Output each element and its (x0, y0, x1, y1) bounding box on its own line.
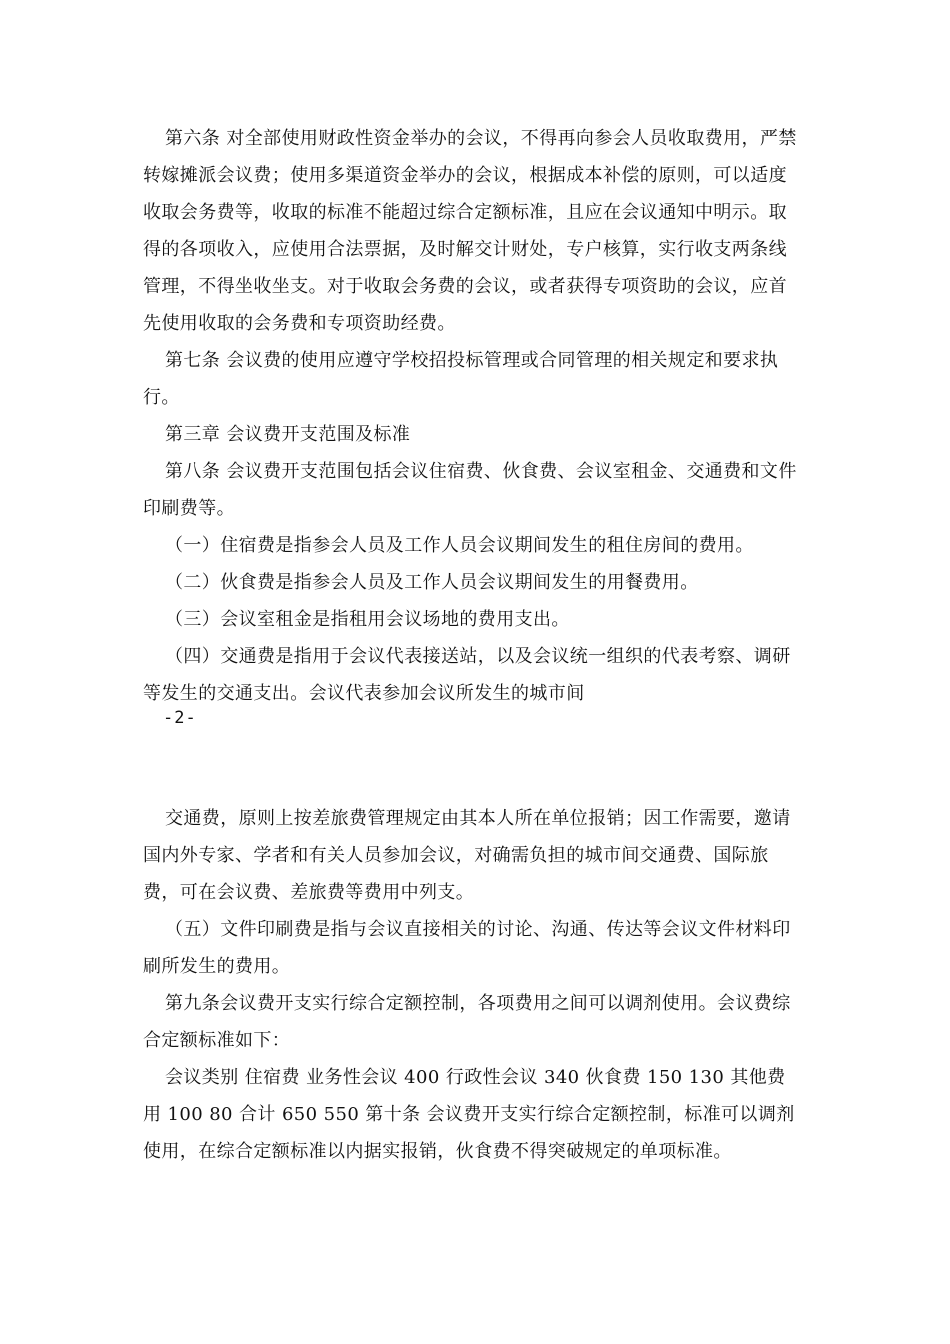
article-9-paragraph: 第九条会议费开支实行综合定额控制，各项费用之间可以调剂使用。会议费综合定额标准如下： (143, 993, 791, 1051)
article-8-paragraph: 第八条 会议费开支范围包括会议住宿费、伙食费、会议室租金、交通费和文件印刷费等。 (143, 461, 797, 519)
page-number: -2- (163, 708, 197, 728)
item-2-paragraph: （二）伙食费是指参会人员及工作人员会议期间发生的用餐费用。 (165, 572, 699, 593)
article-6-paragraph: 第六条 对全部使用财政性资金举办的会议，不得再向参会人员收取费用，严禁转嫁摊派会议费；使用多渠道资金举办的会议，根据成本补偿的原则，可以适度收取会务费等，收取的标准不能超过综合定额标准，且应在会议通知中明示。取得的各项收入，应使用合法票据，及时解交计财处，专户核算，实行收支两条线管理，不得坐收坐支。对于收取会务费的会议，或者获得专项资助的会议，应首先使用收取的会务费和专项资助经费。 (143, 128, 797, 334)
item-1-paragraph: （一）住宿费是指参会人员及工作人员会议期间发生的租住房间的费用。 (165, 535, 754, 556)
article-7-paragraph: 第七条 会议费的使用应遵守学校招投标管理或合同管理的相关规定和要求执行。 (143, 350, 779, 408)
item-4-paragraph: （四）交通费是指用于会议代表接送站，以及会议统一组织的代表考察、调研等发生的交通支出。会议代表参加会议所发生的城市间 (143, 646, 791, 704)
item-3-paragraph: （三）会议室租金是指租用会议场地的费用支出。 (165, 609, 570, 630)
item-5-paragraph: （五）文件印刷费是指与会议直接相关的讨论、沟通、传达等会议文件材料印刷所发生的费用。 (143, 919, 791, 977)
fee-standards-paragraph: 会议类别 住宿费 业务性会议 400 行政性会议 340 伙食费 150 130 其他费用 100 80 合计 650 550 第十条 会议费开支实行综合定额控制，标准可以调剂使用，在综合定额标准以内据实报销，伙食费不得突破规定的单项标准。 (143, 1067, 795, 1162)
travel-expense-paragraph: 交通费，原则上按差旅费管理规定由其本人所在单位报销；因工作需要，邀请国内外专家、学者和有关人员参加会议，对确需负担的城市间交通费、国际旅费，可在会议费、差旅费等费用中列支。 (143, 808, 791, 903)
chapter-3-heading: 第三章 会议费开支范围及标准 (165, 424, 411, 445)
